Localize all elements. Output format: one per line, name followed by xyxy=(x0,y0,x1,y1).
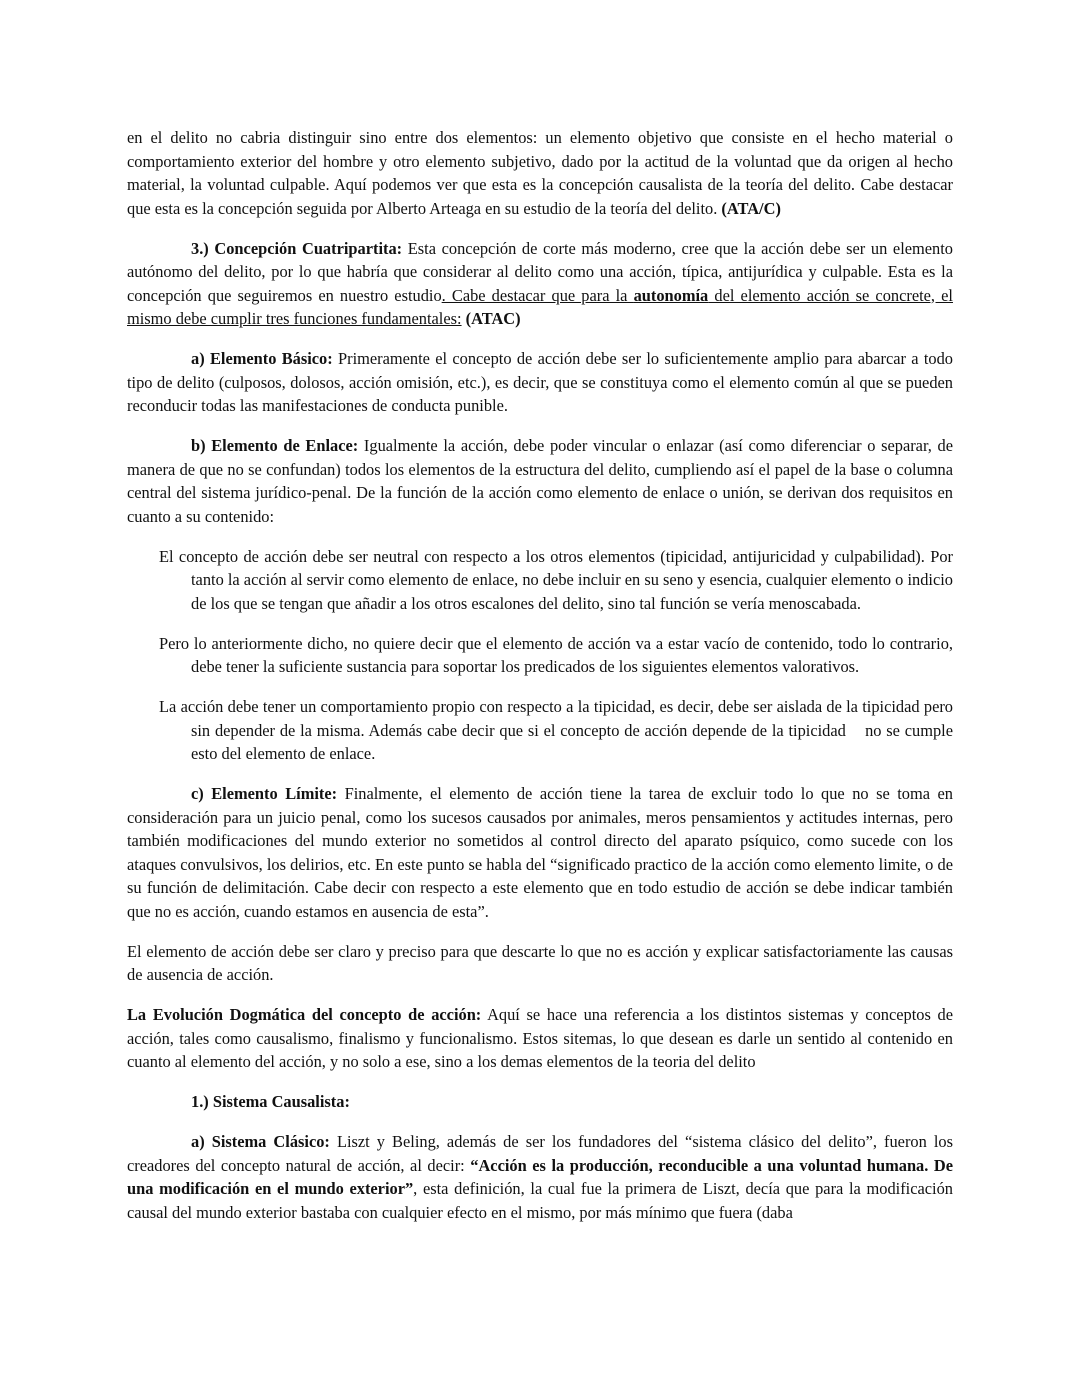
paragraph-claridad: El elemento de acción debe ser claro y preciso para que descarte lo que no es acción y explicar satisfactoriamente las causas de ausencia de acción. xyxy=(127,941,953,984)
section-heading: 1.) Sistema Causalista: xyxy=(191,1092,350,1111)
paragraph-sistema-clasico xyxy=(127,1130,953,1224)
paragraph-elemento-enlace xyxy=(127,434,953,528)
paragraph-bipartita xyxy=(127,126,953,220)
source-tag: (ATAC) xyxy=(461,309,521,328)
paragraph-text: en el delito no cabria distinguir sino entre dos elementos: un elemento objetivo que consiste en el hecho material o comportamiento exterior del hombre y otro elemento subjetivo, dado por la actitud de la voluntad que da origen al hecho material, la voluntad culpable. Aquí podemos ver que esta es la concepción causalista de la teoría del delito. Cabe destacar que esta es la concepción seguida por Alberto Arteaga en su estudio de la teoría del delito. xyxy=(127,128,953,218)
list-item: Pero lo anteriormente dicho, no quiere decir que el elemento de acción va a estar vacío de contenido, todo lo contrario, debe tener la suficiente sustancia para soportar los predicados de los siguientes elementos valorativos. xyxy=(159,633,953,676)
underlined-text: . Cabe destacar que para la xyxy=(441,285,634,305)
underlined-text: del elemento acción se concrete, el mismo debe cumplir tres funciones fundamentales: xyxy=(127,285,953,328)
paragraph-text: Primeramente el concepto de acción debe ser lo suficientemente amplio para abarcar a todo tipo de delito (culposos, dolosos, acción omisión, etc.), es decir, que se constituya como el elemento común al que se pueden reconducir todas las manifestaciones de conducta punible. xyxy=(127,349,953,415)
source-tag: (ATA/C) xyxy=(721,198,781,218)
heading-sistema-causalista xyxy=(127,1090,953,1114)
list-item: La acción debe tener un comportamiento propio con respecto a la tipicidad, es decir, debe ser aislada de la tipicidad pero sin depender de la misma. Además cabe decir que si el concepto de acción depende de la tipicidad no se cumple esto del elemento de enlace. xyxy=(159,697,958,763)
list-item: El concepto de acción debe ser neutral con respecto a los otros elementos (tipicidad, antijuricidad y culpabilidad). Por tanto la acción al servir como elemento de enlace, no debe incluir en su seno y esencia, cualquier elemento o indicio de los que se tengan que añadir a los otros escalones del delito, sino tal función se vería menoscabada. xyxy=(159,546,953,613)
paragraph-text: Liszt y Beling, además de ser los fundadores del “sistema clásico del delito”, fueron los creadores del concepto natural de acción, al decir: xyxy=(127,1132,953,1175)
section-heading: 3.) Concepción Cuatripartita: xyxy=(191,238,403,258)
subsection-heading: a) Sistema Clásico: xyxy=(191,1132,330,1151)
paragraph-evolucion xyxy=(127,1003,953,1074)
paragraph-text: Esta concepción de corte más moderno, cree que la acción debe ser un elemento autónomo del delito, por lo que habría que considerar al delito como una acción, típica, antijurídica y culpable. Esta es la concepción que seguiremos en nuestro estudio xyxy=(127,238,953,305)
subsection-heading: a) Elemento Básico: xyxy=(191,349,333,368)
document-page xyxy=(127,126,958,1241)
subsection-heading: c) Elemento Límite: xyxy=(191,784,338,803)
paragraph-cuatripartita xyxy=(127,237,953,331)
paragraph-text: , esta definición, la cual fue la primera de Liszt, decía que para la modificación causal del mundo exterior bastaba con cualquier efecto en el mismo, por más mínimo que fuera (daba xyxy=(127,1179,953,1222)
subsection-heading: b) Elemento de Enlace: xyxy=(191,436,359,455)
paragraph-elemento-limite xyxy=(127,782,953,923)
paragraph-text: Finalmente, el elemento de acción tiene la tarea de excluir todo lo que no se toma en consideración para un juicio penal, como los sucesos causados por animales, meros pensamientos y actitudes internas, pero también modificaciones del mundo exterior no sometidos al control directo del aparato psíquico, como sucede con los ataques convulsivos, los delirios, etc. En este punto se habla del “significado practico de la acción como elemento limite, o de su función de delimitación. Cabe decir con respecto a este elemento que en todo estudio de acción se debe indicar también que no es acción, cuando estamos en ausencia de esta”. xyxy=(127,784,953,921)
underlined-bold-text: autonomía xyxy=(633,285,709,305)
section-heading: La Evolución Dogmática del concepto de acción: xyxy=(127,1005,482,1024)
paragraph-elemento-basico xyxy=(127,347,953,418)
paragraph-text: Igualmente la acción, debe poder vincular o enlazar (así como diferenciar o separar, de manera de que no se confundan) todos los elementos de la estructura del delito, cumpliendo así el papel de la base o columna central del sistema jurídico-penal. De la función de la acción como elemento de enlace o unión, se derivan dos requisitos en cuanto a su contenido: xyxy=(127,436,953,526)
bold-quote: “Acción es la producción, reconducible a una voluntad humana. De una modificación en el mundo exterior” xyxy=(127,1155,954,1198)
paragraph-text: Aquí se hace una referencia a los distintos sistemas y conceptos de acción, tales como causalismo, finalismo y funcionalismo. Estos sitemas, lo que desean es darle un sentido al contenido en cuanto al elemento del acción, y no solo a ese, sino a los demas elementos de la teoria del delito xyxy=(127,1005,953,1071)
